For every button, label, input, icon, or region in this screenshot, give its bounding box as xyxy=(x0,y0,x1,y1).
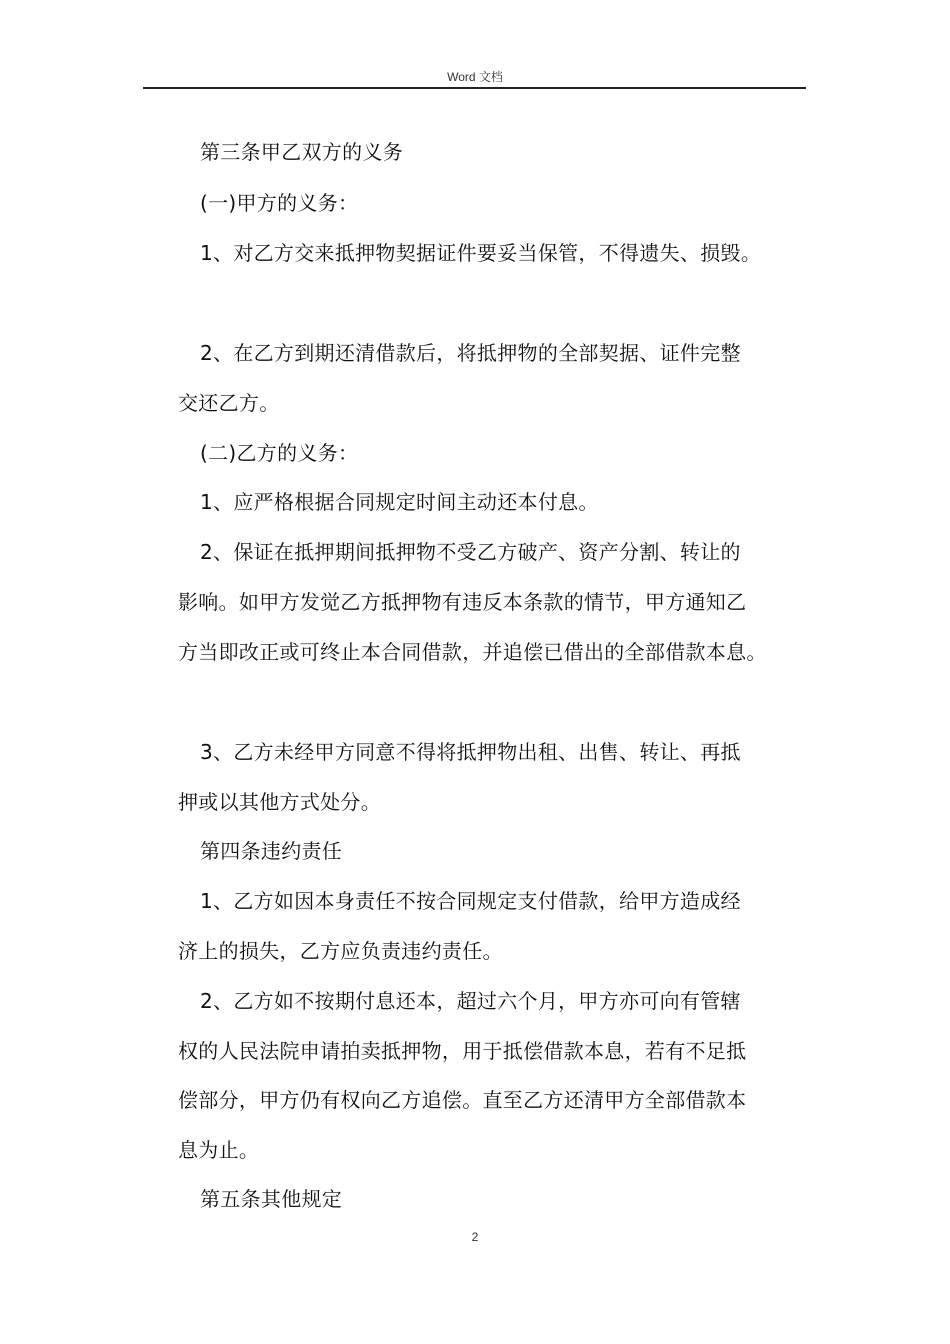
paragraph: 济上的损失，乙方应负责违约责任。 xyxy=(178,939,503,963)
article-3-heading: 第三条甲乙双方的义务 xyxy=(200,140,403,164)
paragraph: 影响。如甲方发觉乙方抵押物有违反本条款的情节，甲方通知乙 xyxy=(178,590,747,614)
paragraph: 2、在乙方到期还清借款后，将抵押物的全部契据、证件完整 xyxy=(200,341,741,365)
paragraph: 押或以其他方式处分。 xyxy=(178,790,381,814)
paragraph: 1、对乙方交来抵押物契据证件要妥当保管，不得遗失、损毁。 xyxy=(200,241,762,265)
article-5-heading: 第五条其他规定 xyxy=(200,1187,343,1211)
party-b-duties-heading: (二)乙方的义务： xyxy=(200,441,359,465)
header-rule xyxy=(143,87,806,89)
page-header-title: Word 文档 xyxy=(447,70,503,84)
party-a-duties-heading: (一)甲方的义务： xyxy=(200,191,359,215)
paragraph: 1、乙方如因本身责任不按合同规定支付借款，给甲方造成经 xyxy=(200,889,741,913)
paragraph: 2、保证在抵押期间抵押物不受乙方破产、资产分割、转让的 xyxy=(200,540,741,564)
paragraph: 息为止。 xyxy=(178,1138,260,1162)
paragraph: 权的人民法院申请拍卖抵押物，用于抵偿借款本息，若有不足抵 xyxy=(178,1039,747,1063)
paragraph: 方当即改正或可终止本合同借款，并追偿已借出的全部借款本息。 xyxy=(178,640,767,664)
paragraph: 偿部分，甲方仍有权向乙方追偿。直至乙方还清甲方全部借款本 xyxy=(178,1088,747,1112)
paragraph: 2、乙方如不按期付息还本，超过六个月，甲方亦可向有管辖 xyxy=(200,989,741,1013)
paragraph: 3、乙方未经甲方同意不得将抵押物出租、出售、转让、再抵 xyxy=(200,740,741,764)
paragraph: 1、应严格根据合同规定时间主动还本付息。 xyxy=(200,490,599,514)
article-4-heading: 第四条违约责任 xyxy=(200,839,343,863)
paragraph: 交还乙方。 xyxy=(178,391,280,415)
page-number: 2 xyxy=(471,1230,479,1244)
